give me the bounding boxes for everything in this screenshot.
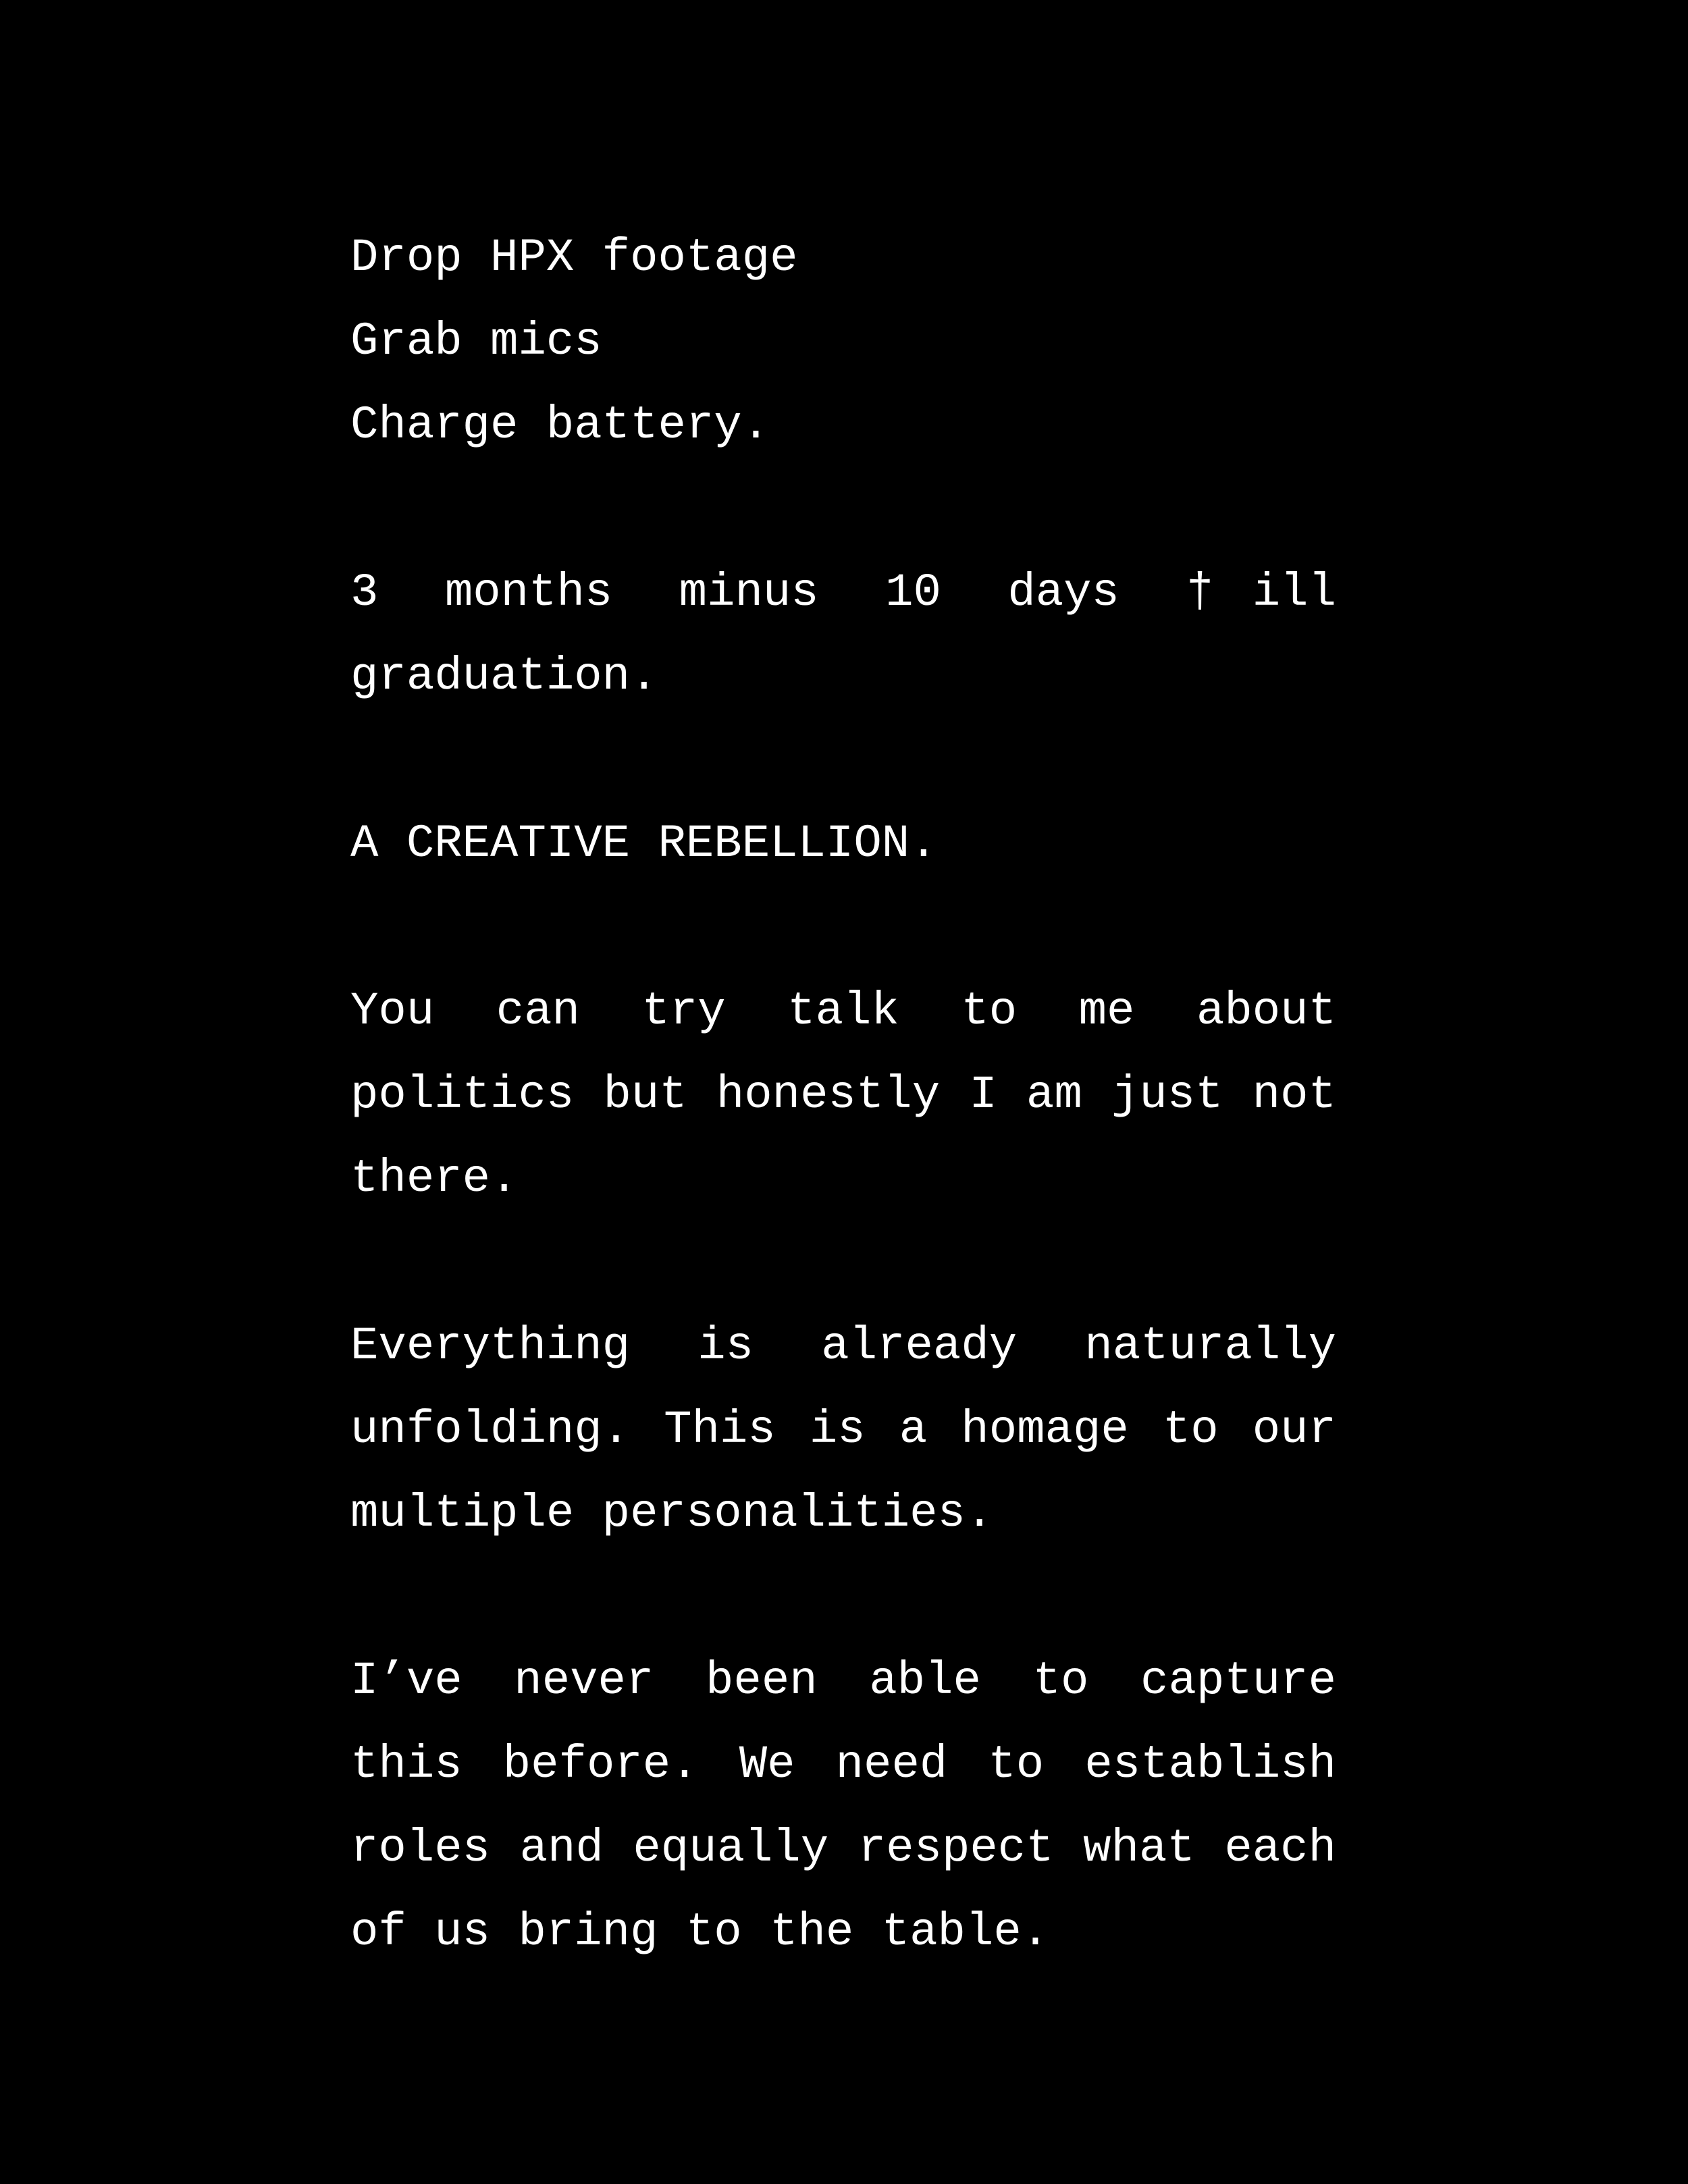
- paragraph-rebellion: [350, 802, 1336, 886]
- rebellion-heading: A CREATIVE REBELLION.: [350, 818, 938, 870]
- paragraph-unfolding: [350, 1304, 1336, 1555]
- countdown-line-2: graduation.: [350, 650, 658, 703]
- checklist-item-charge-battery: Charge battery.: [350, 399, 770, 452]
- notes-text-column: [350, 216, 1336, 1974]
- roles-line-4: of us bring to the table.: [350, 1906, 1050, 1959]
- paragraph-politics: [350, 969, 1336, 1221]
- roles-line-2: this before. We need to establish: [350, 1738, 1336, 1791]
- politics-line-3: there.: [350, 1152, 519, 1205]
- checklist-item-drop-footage: Drop HPX footage: [350, 232, 798, 284]
- paragraph-countdown: [350, 551, 1336, 718]
- unfolding-line-1: Everything is already naturally: [350, 1320, 1336, 1373]
- roles-line-3: roles and equally respect what each: [350, 1822, 1336, 1875]
- checklist: [350, 216, 1336, 467]
- unfolding-line-2: unfolding. This is a homage to our: [350, 1404, 1336, 1456]
- politics-line-1: You can try talk to me about: [350, 985, 1336, 1038]
- unfolding-line-3: multiple personalities.: [350, 1487, 994, 1540]
- politics-line-2: politics but honestly I am just not: [350, 1069, 1336, 1121]
- paragraph-roles: [350, 1639, 1336, 1974]
- countdown-line-1: 3 months minus 10 days †ill: [350, 566, 1336, 619]
- roles-line-1: I’ve never been able to capture: [350, 1655, 1336, 1707]
- checklist-item-grab-mics: Grab mics: [350, 315, 602, 368]
